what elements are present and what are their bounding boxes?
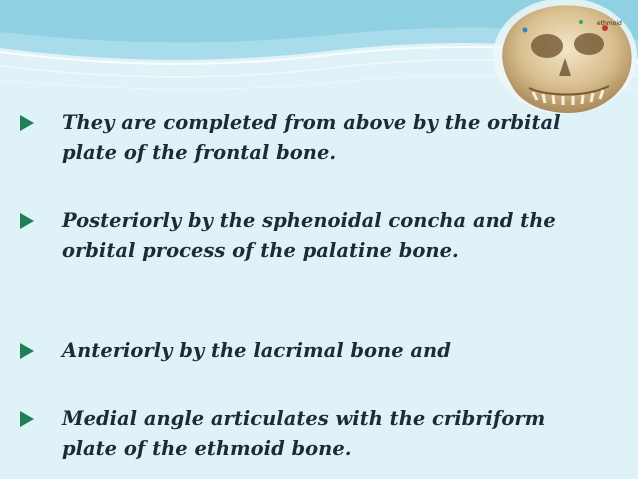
bullet-line: Medial angle articulates with the cribriform [62, 407, 546, 430]
bullet-arrow-icon [20, 343, 34, 359]
bullet-line: plate of the frontal bone. [62, 141, 337, 164]
bullet-item [20, 404, 610, 464]
bullet-arrow-icon [20, 115, 34, 131]
bullet-line: orbital process of the palatine bone. [62, 239, 459, 262]
bullet-item [20, 206, 610, 266]
skull-image [485, 0, 638, 118]
bullet-line: Anteriorly by the lacrimal bone and [62, 339, 451, 362]
bullet-item [20, 108, 610, 168]
skull-label: ethmoid [597, 20, 622, 27]
bullet-arrow-icon [20, 411, 34, 427]
bullet-item [20, 336, 610, 366]
bullet-line: They are completed from above by the orbital [62, 111, 561, 134]
bullet-arrow-icon [20, 213, 34, 229]
bullet-line: Posteriorly by the sphenoidal concha and the [62, 209, 556, 232]
bullet-line: plate of the ethmoid bone. [62, 437, 352, 460]
